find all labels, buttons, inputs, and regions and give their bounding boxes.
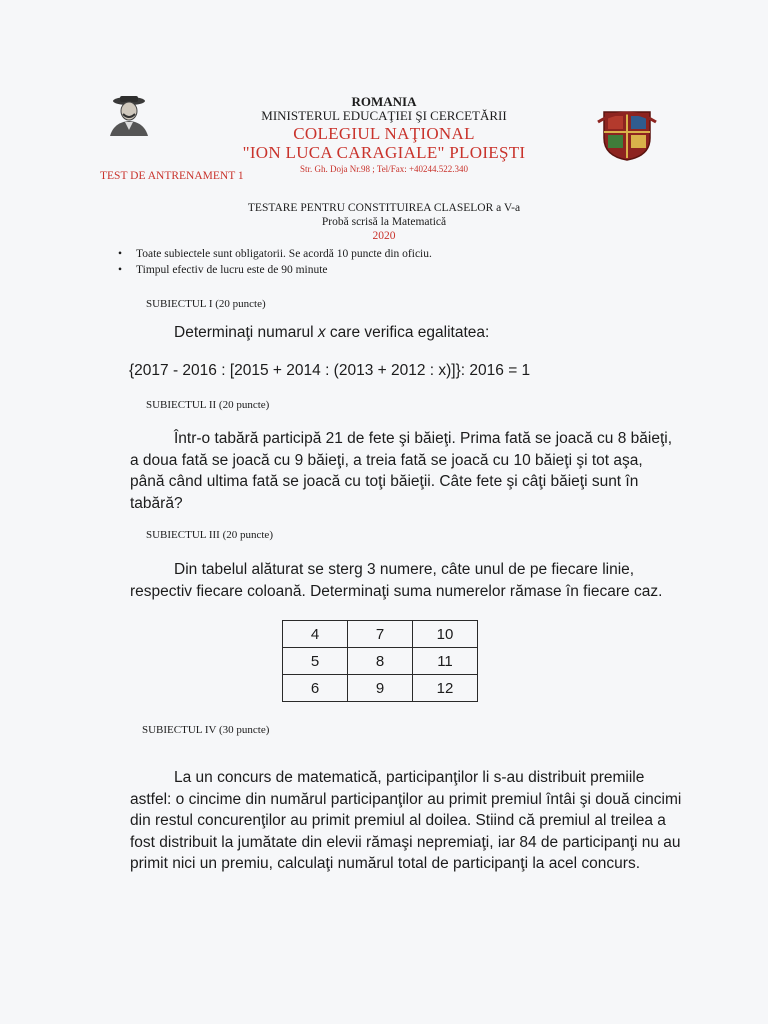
test-subtitle: Probă scrisă la Matematică <box>321 216 447 228</box>
test-label: TEST DE ANTRENAMENT 1 <box>100 170 244 182</box>
table-cell: 8 <box>348 648 413 675</box>
subject-1-prompt <box>174 322 489 344</box>
table-row <box>283 675 478 702</box>
subject-1-variable: x <box>317 324 326 341</box>
header-ministry: MINISTERUL EDUCAŢIEI ŞI CERCETĂRII <box>261 108 507 123</box>
table-cell: 10 <box>413 621 478 648</box>
table-cell: 4 <box>283 621 348 648</box>
table-cell: 11 <box>413 648 478 675</box>
table-cell: 6 <box>283 675 348 702</box>
subject-1-equation: {2017 - 2016 : [2015 + 2014 : (2013 + 2012 : x)]}: 2016 = 1 <box>129 362 531 379</box>
test-title: TESTARE PENTRU CONSTITUIREA CLASELOR a V-a <box>247 202 521 214</box>
header-college: COLEGIUL NAŢIONAL <box>293 124 475 143</box>
header-college-name: "ION LUCA CARAGIALE" PLOIEŞTI <box>242 143 526 162</box>
table-cell: 5 <box>283 648 348 675</box>
subject-1-prompt-start: Determinaţi numarul <box>174 324 318 341</box>
header-country: ROMANIA <box>351 94 417 109</box>
subject-1-label: SUBIECTUL I (20 puncte) <box>146 298 266 310</box>
instructions-list <box>118 246 432 278</box>
subject-1-prompt-end: care verifica egalitatea: <box>325 324 490 341</box>
subject-2-text: Într-o tabără participă 21 de fete şi băieţi. Prima fată se joacă cu 8 băieţi, a doua fată se joacă cu 9 băieţi, a treia fată se joacă cu 10 băieţi şi tot aşa, până când ultima fată se joacă cu toţi băieţii. Câte fete şi câţi băieţi sunt în tabără? <box>130 430 672 512</box>
subject-4-label: SUBIECTUL IV (30 puncte) <box>142 724 270 736</box>
header-address: Str. Gh. Doja Nr.98 ; Tel/Fax: +40244.522.340 <box>299 164 469 174</box>
instruction-item: • Timpul efectiv de lucru este de 90 minute <box>118 262 432 278</box>
table-cell: 9 <box>348 675 413 702</box>
subject-3-text: Din tabelul alăturat se sterg 3 numere, câte unul de pe fiecare linie, respectiv fiecare coloană. Determinaţi suma numerelor rămase în fiecare caz. <box>130 561 663 600</box>
test-year: 2020 <box>372 230 396 242</box>
table-cell: 12 <box>413 675 478 702</box>
subject-4-text: La un concurs de matematică, participanţilor li s-au distribuit premiile astfel: o cincime din numărul participanţilor au primit premiul întâi şi două cincimi din restul concurenţilor au primit premiul al doilea. Stiind că premiul al treilea a fost distribuit la jumătate din elevii rămaşi nepremiaţi, iar 84 de participanţi nu au primit nici un premiu, calculaţi numărul total de participanţi la acel concurs. <box>130 769 682 872</box>
table-row <box>283 648 478 675</box>
table-row <box>283 621 478 648</box>
table-cell: 7 <box>348 621 413 648</box>
number-table <box>282 620 478 702</box>
subject-3-label: SUBIECTUL III (20 puncte) <box>146 529 273 541</box>
subject-2-label: SUBIECTUL II (20 puncte) <box>146 399 270 411</box>
instruction-item: • Toate subiectele sunt obligatorii. Se acordă 10 puncte din oficiu. <box>118 246 432 262</box>
